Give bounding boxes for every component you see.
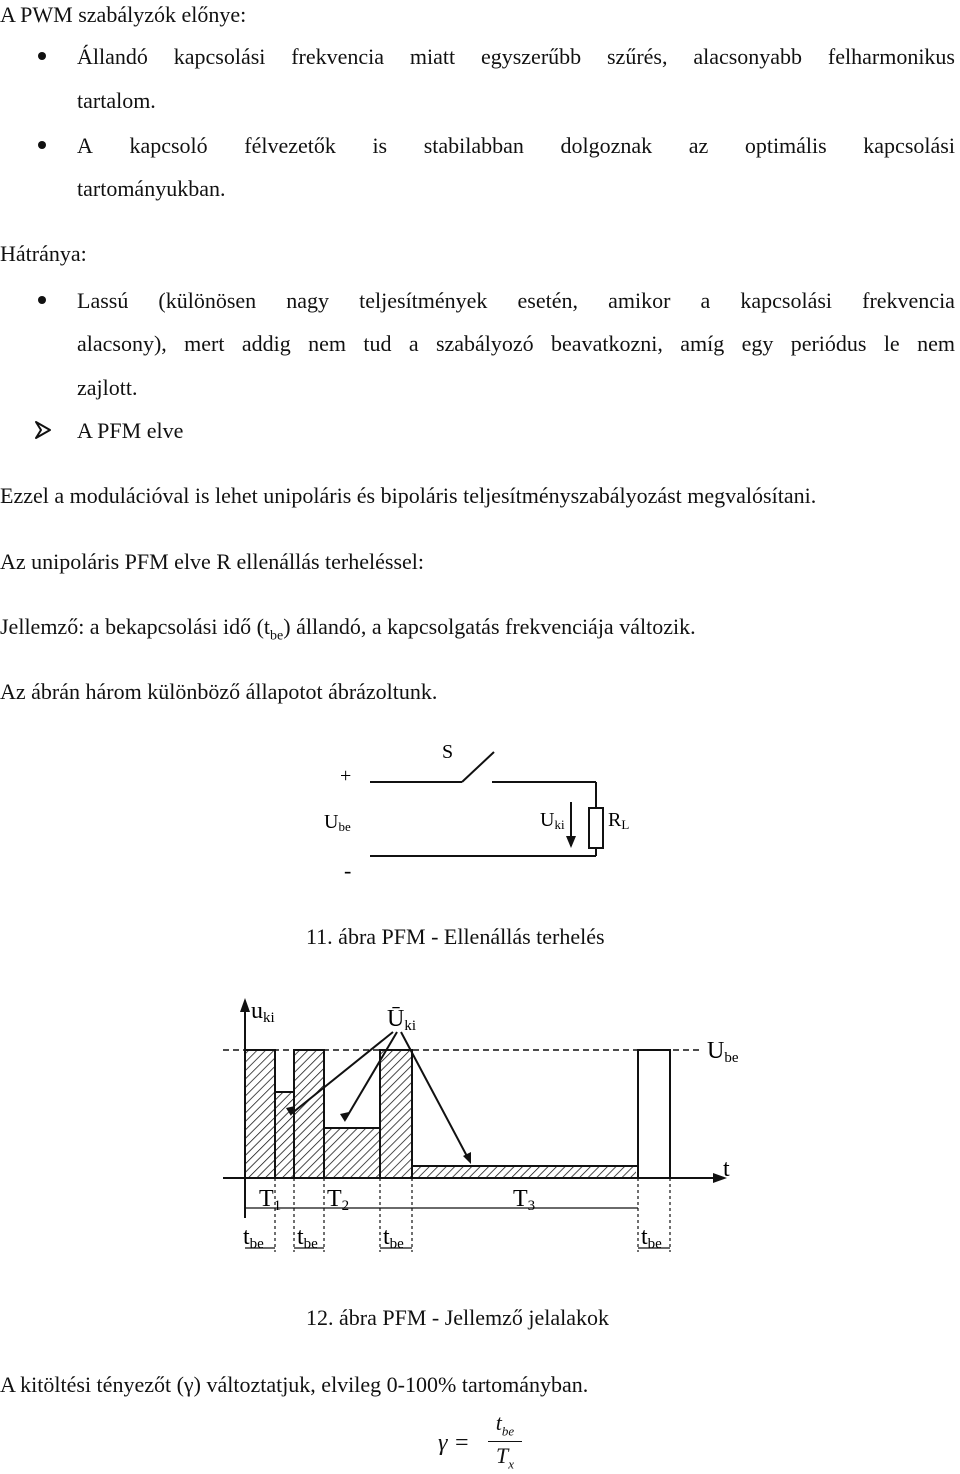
word: addig: [241, 331, 291, 356]
disadvantage-line-1: [77, 288, 955, 314]
uout-arrowhead-icon: [566, 836, 576, 848]
paragraph-3: [0, 614, 696, 649]
ton-label-2: tbe: [297, 1224, 318, 1252]
pfm-waveform-diagram: [215, 990, 760, 1260]
hatched-areas: [245, 1050, 636, 1178]
word: le: [883, 331, 900, 356]
gap-3-hatch: [412, 1166, 636, 1178]
paragraph-3-subscript: be: [270, 628, 284, 644]
figure-11-caption: 11. ábra PFM - Ellenállás terhelés: [306, 924, 605, 949]
disadvantage-heading: Hátránya:: [0, 241, 87, 266]
word: beavatkozni,: [551, 331, 663, 356]
bullet-dot: [38, 296, 46, 304]
disadvantage-line-3: zajlott.: [77, 375, 138, 400]
pulse-1-hatch: [245, 1050, 275, 1178]
gap-2-hatch: [324, 1128, 380, 1178]
gap-1-hatch: [275, 1092, 294, 1178]
word: optimális: [744, 133, 827, 158]
minus-terminal-label: -: [344, 858, 352, 883]
word: nem: [917, 331, 955, 356]
t-axis-label: t: [723, 1156, 730, 1182]
word: Állandó: [77, 44, 148, 69]
word: egy: [741, 331, 774, 356]
word: dolgoznak: [560, 133, 653, 158]
resistor-body: [589, 808, 603, 848]
word: alacsonyabb: [693, 44, 803, 69]
closing-sentence: A kitöltési tényezőt (γ) változtatjuk, elvileg 0-100% tartományban.: [0, 1372, 589, 1397]
formula-lhs: γ =: [438, 1430, 470, 1456]
word: felharmonikus: [827, 44, 955, 69]
period-2-label: T2: [327, 1186, 350, 1214]
load-label: RL: [608, 809, 630, 832]
word: tud: [363, 331, 392, 356]
paragraph-3-suffix: ) állandó, a kapcsolgatás frekvenciája változik.: [283, 614, 696, 639]
word: (különösen: [158, 288, 257, 313]
period-1-label: T1: [259, 1186, 282, 1214]
ton-label-3: tbe: [383, 1224, 404, 1252]
word: egyszerűbb: [480, 44, 582, 69]
word: kapcsolási: [740, 288, 833, 313]
y-axis-arrowhead-icon: [240, 998, 250, 1012]
pwm-bullet-2-line-1: [77, 133, 955, 159]
word: alacsony),: [77, 331, 167, 356]
pwm-bullet-1-line-1: [77, 44, 955, 70]
pfm-heading: A PFM elve: [77, 418, 184, 443]
denominator-sub: x: [508, 1456, 515, 1472]
ton-label-4: tbe: [641, 1224, 662, 1252]
pwm-bullet-2-line-2: tartományukban.: [77, 176, 226, 201]
word: amíg: [680, 331, 725, 356]
duty-cycle-formula: [438, 1410, 538, 1472]
word: szabályozó: [435, 331, 534, 356]
switch-label: S: [442, 741, 454, 763]
arrowhead-bullet-icon: [34, 420, 52, 440]
paragraph-4: Az ábrán három különböző állapotot ábrázoltunk.: [0, 679, 438, 704]
fraction-bar: [488, 1441, 522, 1442]
word: kapcsolási: [173, 44, 266, 69]
word: esetén,: [517, 288, 578, 313]
uin-label: Ube: [324, 811, 351, 834]
paragraph-1: Ezzel a modulációval is lehet unipoláris és bipoláris teljesítményszabályozást megvalósítani.: [0, 483, 817, 508]
figure-12-caption: 12. ábra PFM - Jellemző jelalakok: [306, 1305, 610, 1330]
denominator-main: T: [495, 1443, 509, 1468]
word: is: [372, 133, 388, 158]
word: szűrés,: [607, 44, 668, 69]
word: amikor: [608, 288, 671, 313]
pwm-advantages-heading: A PWM szabályzók előnye:: [0, 2, 247, 27]
plus-terminal-label: +: [340, 765, 352, 787]
pulse-4: [638, 1050, 670, 1178]
word: frekvencia: [291, 44, 385, 69]
pulse-2-hatch: [294, 1050, 324, 1178]
formula-numerator: [488, 1410, 522, 1439]
period-3-label: T3: [513, 1186, 536, 1214]
numerator-sub: be: [501, 1423, 515, 1439]
switch-blade: [462, 752, 494, 782]
word: a: [700, 288, 711, 313]
average-voltage-label: Ūki: [387, 1006, 417, 1034]
word: A: [77, 133, 93, 158]
ube-level-label: Ube: [707, 1038, 739, 1066]
word: nagy: [286, 288, 330, 313]
pulse-3-hatch: [380, 1050, 412, 1178]
word: stabilabban: [423, 133, 524, 158]
pwm-bullet-1-line-2: tartalom.: [77, 88, 156, 113]
word: Lassú: [77, 288, 129, 313]
paragraph-3-prefix: Jellemző: a bekapcsolási idő (t: [0, 614, 271, 639]
numerator-main: t: [495, 1410, 502, 1435]
word: félvezetők: [244, 133, 336, 158]
formula-denominator: [488, 1443, 522, 1472]
bullet-dot: [38, 141, 46, 149]
word: teljesítmények: [359, 288, 488, 313]
ton-label-1: tbe: [243, 1224, 264, 1252]
y-axis-label: uki: [251, 998, 275, 1026]
word: frekvencia: [862, 288, 955, 313]
word: az: [688, 133, 709, 158]
word: kapcsolási: [863, 133, 955, 158]
uout-label: Uki: [540, 809, 565, 832]
word: nem: [308, 331, 346, 356]
word: periódus: [790, 331, 867, 356]
bullet-dot: [38, 52, 46, 60]
pointer-3-arrowhead-icon: [463, 1152, 471, 1164]
word: a: [408, 331, 419, 356]
disadvantage-line-2: [77, 331, 955, 357]
word: kapcsoló: [129, 133, 208, 158]
word: mert: [184, 331, 225, 356]
paragraph-2: Az unipoláris PFM elve R ellenállás terheléssel:: [0, 549, 425, 574]
word: miatt: [409, 44, 456, 69]
circuit-diagram: [300, 730, 660, 890]
